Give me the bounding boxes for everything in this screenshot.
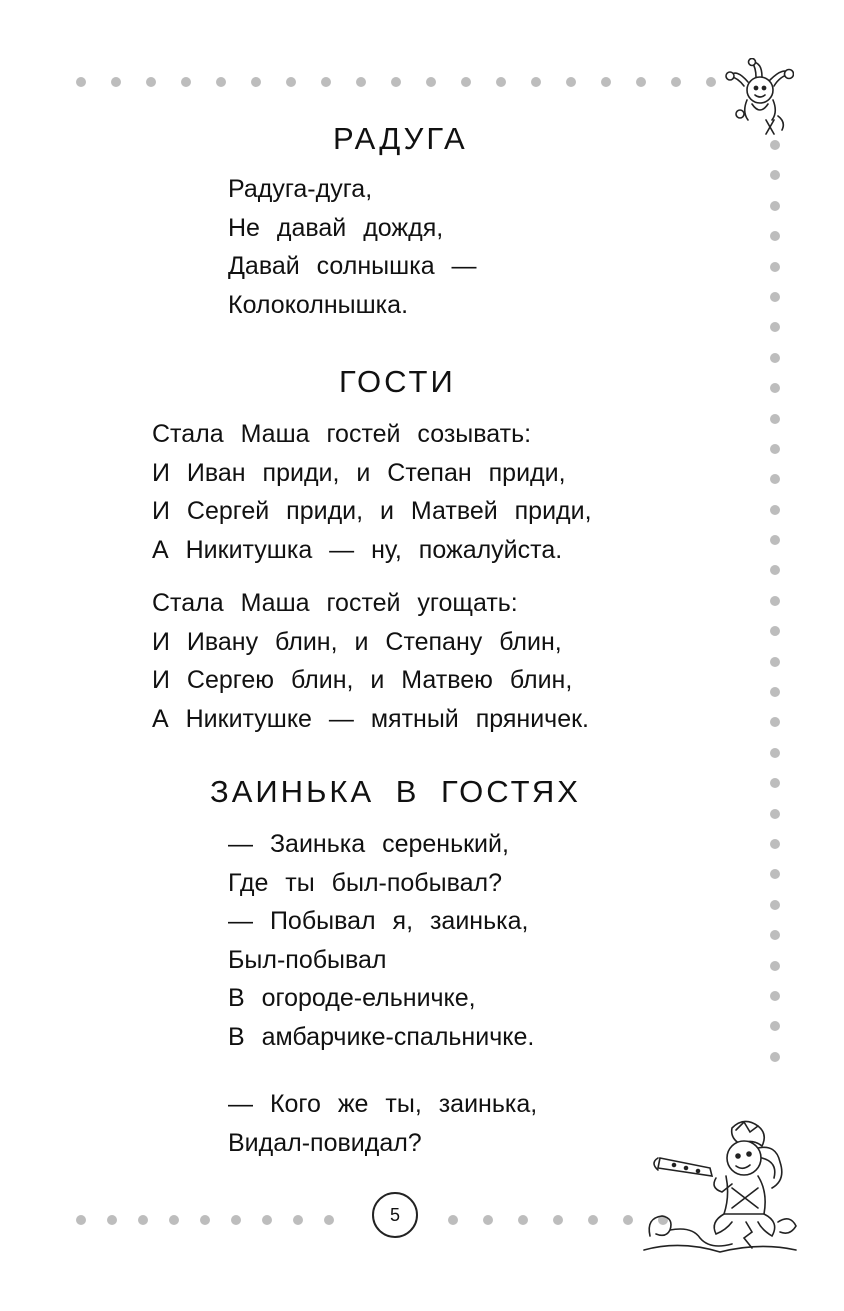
poem-line: И Ивану блин, и Степану блин, [152,627,562,656]
border-dot [138,1215,148,1225]
poem-line: Колоколнышка. [228,290,409,319]
border-dot [770,535,780,545]
border-dot [553,1215,563,1225]
border-dot [770,900,780,910]
border-dot [770,626,780,636]
border-dot [588,1215,598,1225]
poem-gosti-stanza-2 [152,584,589,738]
border-dot [76,77,86,87]
border-dot [216,77,226,87]
page-number-badge [372,1192,418,1238]
border-dot [770,961,780,971]
border-dot [324,1215,334,1225]
poem-raduga-stanza-1 [228,170,477,324]
border-dot [461,77,471,87]
border-dot [321,77,331,87]
border-dot [770,778,780,788]
border-dot [671,77,681,87]
border-dot [391,77,401,87]
border-dot [770,444,780,454]
border-dot [262,1215,272,1225]
border-dot [770,869,780,879]
border-dot [706,77,716,87]
border-dot [181,77,191,87]
poem-zainka-stanza-2 [228,1085,537,1162]
border-dot [483,1215,493,1225]
border-dot [169,1215,179,1225]
poem-line: А Никитушка — ну, пожалуйста. [152,535,563,564]
border-dot [770,687,780,697]
border-dot [770,991,780,1001]
poem-line: — Кого же ты, заинька, [228,1090,538,1118]
border-dot [601,77,611,87]
page-number: 5 [389,1204,400,1225]
poem-line: — Побывал я, заинька, [228,907,529,935]
border-dot [76,1215,86,1225]
poem-line: Давай солнышка — [228,252,477,280]
poem-line: Был-побывал [228,945,387,974]
dotted-border-top [76,77,716,87]
border-dot [107,1215,117,1225]
border-dot [531,77,541,87]
border-dot [566,77,576,87]
border-dot [518,1215,528,1225]
border-dot [770,231,780,241]
border-dot [770,474,780,484]
dotted-border-bottom-right [448,1215,668,1225]
border-dot [770,657,780,667]
poem-line: Стала Маша гостей угощать: [152,589,518,617]
border-dot [770,1021,780,1031]
jester-piper-icon [640,1118,800,1258]
border-dot [251,77,261,87]
poem-title-zainka: ЗАИНЬКА В ГОСТЯХ [210,774,581,809]
border-dot [496,77,506,87]
poem-line: В амбарчике-спальничке. [228,1022,535,1051]
border-dot [111,77,121,87]
border-dot [293,1215,303,1225]
poem-title-raduga: РАДУГА [333,121,468,156]
border-dot [770,292,780,302]
dotted-border-bottom-left [76,1215,334,1225]
border-dot [770,1052,780,1062]
poem-title-gosti: ГОСТИ [339,364,456,399]
poem-line: И Иван приди, и Степан приди, [152,458,566,487]
jester-face-icon [722,58,794,136]
poem-line: И Сергей приди, и Матвей приди, [152,497,592,525]
border-dot [426,77,436,87]
border-dot [770,353,780,363]
poem-gosti-stanza-1 [152,415,592,569]
poem-line: Не давай дождя, [228,213,444,242]
border-dot [231,1215,241,1225]
border-dot [770,201,780,211]
border-dot [770,170,780,180]
dotted-border-right [770,140,780,1062]
poem-zainka-stanza-1 [228,825,534,1056]
border-dot [200,1215,210,1225]
poem-line: Где ты был-побывал? [228,868,502,897]
border-dot [356,77,366,87]
border-dot [770,505,780,515]
border-dot [770,748,780,758]
poem-line: А Никитушке — мятный пряничек. [152,704,589,733]
border-dot [146,77,156,87]
border-dot [770,322,780,332]
poem-line: Стала Маша гостей созывать: [152,420,532,448]
border-dot [448,1215,458,1225]
poem-line: Видал-повидал? [228,1128,422,1157]
border-dot [770,930,780,940]
border-dot [770,383,780,393]
border-dot [770,565,780,575]
border-dot [770,809,780,819]
border-dot [770,839,780,849]
poem-line: Радуга-дуга, [228,175,373,203]
border-dot [286,77,296,87]
border-dot [770,596,780,606]
poem-line: И Сергею блин, и Матвею блин, [152,666,573,694]
border-dot [623,1215,633,1225]
poem-line: — Заинька серенький, [228,830,509,858]
border-dot [770,414,780,424]
border-dot [770,140,780,150]
border-dot [770,717,780,727]
border-dot [636,77,646,87]
border-dot [770,262,780,272]
poem-line: В огороде-ельничке, [228,984,476,1012]
